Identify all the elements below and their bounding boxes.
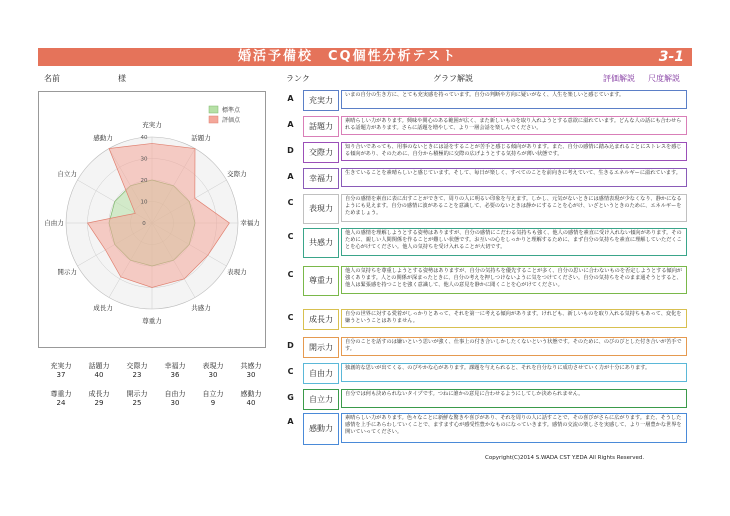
score-name: 自由力: [164, 390, 186, 398]
trait-row: [285, 90, 690, 111]
score-item: [118, 362, 156, 380]
copyright: Copyright(C)2014 S.WADA CST Y.EDA All Rights Reserved.: [485, 455, 645, 461]
trait-description: 自分のことを話すのは嫌いという思いが強く、仕事上の付き合いしかしたくないという状態です。そのために、のびのびとした付き合いが苦手です。: [341, 337, 687, 356]
score-value: 24: [56, 399, 66, 407]
trait-label: 自立力: [303, 389, 339, 410]
page-title: 婚活予備校 CQ個性分析テスト: [238, 49, 458, 64]
trait-label: 感動力: [303, 413, 339, 445]
trait-description: いまの自分の生き方に、とても充実感を持っています。自分の判断や方向に疑いがなく、人生を楽しいと感じています。: [341, 90, 687, 109]
score-name: 尊重力: [50, 390, 72, 398]
scale-explanation-link[interactable]: 尺度解説: [648, 74, 680, 83]
score-value: 37: [56, 371, 66, 379]
trait-rank: C: [287, 198, 294, 207]
score-value: 36: [170, 371, 180, 379]
trait-row: [285, 194, 690, 224]
trait-description: 独創的な思いが出てくる、のびやかな心があります。課題を与えられると、それを自分なりに成功させていく力が十分にあります。: [341, 363, 687, 382]
trait-row: [285, 363, 690, 384]
trait-description: 素晴らしい力があります。興味や関心のある範囲が広く、また新しいものを取り入れようとする意欲に溢れています。どんな人の話にも合わせられる話題力があります。さらに話題を増やして、より一層会話を楽しんでください。: [341, 116, 687, 135]
score-item: [80, 390, 118, 408]
score-item: [42, 390, 80, 408]
trait-rank: C: [287, 232, 294, 241]
trait-rank: A: [287, 94, 294, 103]
radar-chart: [39, 92, 265, 347]
trait-label: 充実力: [303, 90, 339, 111]
trait-rank: A: [287, 172, 294, 181]
trait-rank: D: [287, 341, 294, 350]
trait-label: 尊重力: [303, 266, 339, 296]
trait-row: [285, 309, 690, 330]
radar-axis-label: 開示力: [57, 268, 77, 276]
trait-label: 共感力: [303, 228, 339, 258]
radar-axis-label: 話題力: [191, 134, 211, 143]
rank-column-label: ランク: [286, 74, 310, 83]
legend-rating-swatch: [209, 116, 218, 123]
trait-label: 成長力: [303, 309, 339, 330]
legend-standard-label: 標準点: [222, 107, 241, 114]
score-name: 幸福力: [164, 362, 186, 370]
score-item: [80, 362, 118, 380]
trait-description: 知り合いであっても、用事のないときには話をすることが苦手と感じる傾向があります。また、自分の感情に踏み込まれることにストレスを感じる傾向があり、そのために、自分から積極的に交際の広げようとする気持ちが薄い状態です。: [341, 142, 687, 161]
radar-tick-label: 0: [142, 221, 146, 227]
score-name: 交際力: [126, 362, 148, 370]
trait-rank: A: [287, 120, 294, 129]
trait-description: 他人の感情を理解しようとする姿勢はありますが、自分の感情にこだわる気持ちも強く、他人の感情を素直に受け入れない傾向があります。そのために、親しい人間関係を作ることが難しい状態です。お互いの心をしっかりと理解するために、まず自分の気持ちを素直に理解していただくことを心がけてください。他人の気持ちを受け入れることが大切です。: [341, 228, 687, 256]
radar-axis-label: 感動力: [93, 134, 113, 143]
trait-row: [285, 337, 690, 358]
radar-tick-label: 10: [140, 199, 148, 206]
score-value: 29: [94, 399, 104, 407]
radar-axis-label: 表現力: [227, 268, 247, 276]
trait-rank: D: [287, 146, 294, 155]
radar-chart-panel: [38, 91, 266, 348]
trait-rank: C: [287, 270, 294, 279]
trait-label: 幸福力: [303, 168, 339, 189]
radar-axis-label: 自立力: [57, 170, 77, 178]
score-value: 23: [132, 371, 142, 379]
radar-axis-label: 自由力: [44, 219, 64, 227]
score-item: [194, 390, 232, 408]
score-table-row2: [42, 390, 270, 408]
trait-label: 話題力: [303, 116, 339, 137]
legend-rating-label: 評価点: [222, 117, 241, 124]
radar-axis-label: 共感力: [191, 303, 211, 312]
trait-row: [285, 116, 690, 137]
score-name: 話題力: [88, 362, 110, 370]
score-name: 自立力: [202, 390, 224, 398]
legend-standard-swatch: [209, 106, 218, 113]
name-label: 名前: [44, 74, 60, 83]
radar-tick-label: 30: [140, 156, 148, 163]
trait-description: 自分の感情を素直に表に出すことができて、周りの人に明るい印象を与えます。しかし、元気がないときには感情表現が少なくなり、静かになるようにも見えます。自分の感情に波があることを意識して、必要のないときは静かにすることを心がけ、いざというときのために、エネルギーをためましょう。: [341, 194, 687, 222]
trait-label: 開示力: [303, 337, 339, 358]
page-code: 3-1: [658, 49, 684, 65]
trait-description: 他人の気持ちを尊重しようとする姿勢はありますが、自分の気持ちを優先することが多く、自分の思いに合わないものを否定しようとする傾向が強くあります。人との関係が深まったときに、自分の考えを押しつけないように気をつけてください。自分の気持ちをそのまま通そうとすると、他人は緊張感を持つことを強く意識して、他人の意見を静かに聞くことを心がけてください。: [341, 266, 687, 294]
trait-row: [285, 389, 690, 410]
trait-description: 自分の世界に対する愛着がしっかりとあって、それを第一に考える傾向があります。けれども、新しいものを取り入れる気持ちもあって、変化を嫌うということはありません。: [341, 309, 687, 328]
trait-label: 交際力: [303, 142, 339, 163]
score-item: [232, 362, 270, 380]
trait-rank: C: [287, 367, 294, 376]
trait-description: 生きていることを素晴らしいと感じています。そして、毎日が楽しく、すべてのことを前向きに考えていて、生きるエネルギーに溢れています。: [341, 168, 687, 187]
radar-axis-label: 尊重力: [142, 317, 162, 325]
radar-axis-label: 幸福力: [240, 219, 260, 227]
score-value: 30: [170, 399, 180, 407]
score-table-row1: [42, 362, 270, 380]
score-value: 30: [246, 371, 256, 379]
score-item: [232, 390, 270, 408]
score-item: [118, 390, 156, 408]
radar-axis-label: 成長力: [93, 303, 113, 312]
score-item: [194, 362, 232, 380]
eval-explanation-link[interactable]: 評価解説: [603, 74, 635, 83]
score-value: 40: [246, 399, 256, 407]
radar-tick-label: 40: [140, 135, 148, 141]
honorific-label: 様: [118, 74, 126, 83]
radar-tick-label: 20: [140, 178, 148, 184]
trait-label: 表現力: [303, 194, 339, 224]
trait-row: [285, 228, 690, 258]
trait-description: 素晴らしい力があります。色々なことに新鮮な驚きや喜びがあり、それを周りの人に話すことで、その喜びがさらに広がります。また、そうした感情を上手にあらわしていくことで、ますます心が感受性豊かなものになっていきます。感情の交流の楽しさを実感して、より一層豊かな世界を開いていってください。: [341, 413, 687, 443]
radar-axis-label: 充実力: [142, 121, 162, 129]
score-name: 開示力: [126, 390, 148, 398]
score-item: [156, 390, 194, 408]
trait-row: [285, 266, 690, 296]
score-name: 共感力: [240, 362, 262, 370]
trait-rank: C: [287, 313, 294, 322]
score-value: 9: [210, 399, 216, 407]
score-name: 充実力: [50, 362, 72, 370]
score-value: 25: [132, 399, 142, 407]
radar-axis-label: 交際力: [227, 170, 247, 178]
trait-row: [285, 413, 690, 445]
trait-rank: G: [287, 393, 294, 402]
score-value: 40: [94, 371, 104, 379]
trait-label: 自由力: [303, 363, 339, 384]
score-name: 感動力: [240, 390, 262, 398]
score-value: 30: [208, 371, 218, 379]
title-banner: [38, 48, 692, 66]
score-name: 表現力: [202, 362, 224, 370]
score-item: [156, 362, 194, 380]
score-item: [42, 362, 80, 380]
trait-row: [285, 142, 690, 163]
trait-row: [285, 168, 690, 189]
trait-rank: A: [287, 417, 294, 426]
score-name: 成長力: [88, 390, 110, 398]
graph-column-label: グラフ解説: [433, 74, 473, 83]
trait-description: 自分では何も決められないタイプです。つねに誰かの意見に合わせるようにしてしか決められません。: [341, 389, 687, 408]
